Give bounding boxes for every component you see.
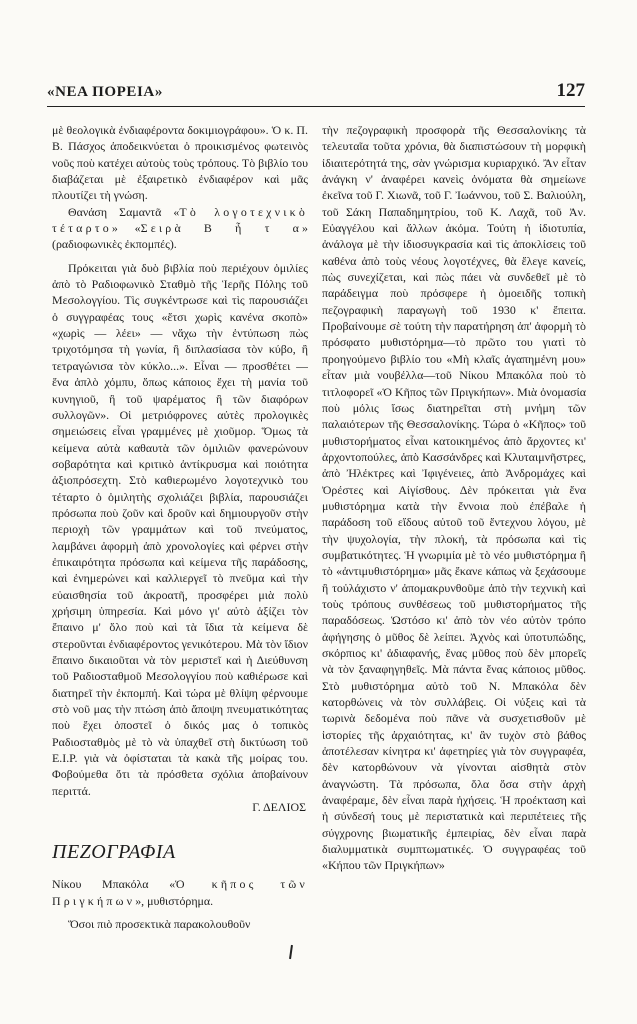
section-heading: ΠΕΖΟΓΡΑΦΙΑ xyxy=(52,841,176,864)
right-column xyxy=(322,122,586,1012)
review2-reference xyxy=(52,876,308,909)
left-paragraph-3: Ὅσοι πιὸ προσεκτικὰ παρακολουθοῦν xyxy=(68,917,251,932)
review2-details: », μυθιστόρημα. xyxy=(135,893,214,908)
right-paragraph-1: τὴν πεζογραφικὴ προσφορὰ τῆς Θεσσαλονίκης τὰ τελευταῖα τοῦτα χρόνια, θὰ διαπιστώσουν τὴ μορφικὴ ἰδιαιτερότητά της, σὰν γνώρισμα κυριαρχικό. Ἂν εἶταν ἀνάγκη ν' ἀναφέρει κανεὶς ὀνόματα θὰ σημείωνε ἐκεῖνα τοῦ Γ. Χιωνᾶ, τοῦ Γ. Ἰωάννου, τοῦ Σ. Βαλιούλη, τοῦ Σάκη Παπαδημητρίου, τοῦ Κ. Λαχᾶ, τοῦ Ἀν. Εὐαγγέλου καὶ ἄλλων ἀκόμα. Τούτη ἡ ἰδιοτυπία, ἀνάλογα μὲ τὴν ἰδιοσυγκρασία καὶ τὶς ἀποκλίσεις τοῦ καθένα ἀπὸ τοὺς νέους λογοτέχνες, θὰ ἔλεγε κανείς, πὼς συνεχίζεται, καὶ πὼς πάει νὰ συνδεθεῖ μὲ τὸ παράδειγμα ποὺ πρόσφερε ἡ ὁμοειδῆς τοπικὴ πεζογραφικὴ παραγωγὴ τοῦ 1930 κ' ἔπειτα. Προβαίνουμε σὲ τούτη τὴν παρατήρηση ἀπ' ἀφορμὴ τὸ πρόσφατο μυθιστόρημα—τὸ πρῶτο του γιατὶ τὸ προηγούμενο βιβλίο του «Μὴ κλαῖς ἀγαπημένη μου» εἶταν μιὰ νουβέλλα—τοῦ Νίκου Μπακόλα ποὺ τὸ τιτλοφορεῖ «Ὁ Κῆπος τῶν Πριγκήπων». Μιὰ ὀνομασία ποὺ μόλις ἴσως διατηρεῖται στὴ μνήμη τῶν παλαιότερων τῆς Θεσσαλονίκης. Τώρα ὁ «Κῆπος» τοῦ μυθιστορήματος εἶναι κατοικημένος ἀπὸ ἄρχοντες κι' ἀρχοντοπούλες, ἀπὸ Κασσάνδρες καὶ Κλυταιμνῆστρες, ἀπὸ Ἠλέκτρες καὶ Ἰφιγένειες, ἀπὸ Ἀνδρομάχες καὶ Ὀρέστες καὶ Αἰγίσθους. Δὲν πρόκειται γιὰ ἕνα μυθιστόρημα κατὰ τὴν ἔννοια ποὺ ἐπέβαλε ἡ παράδοση τοῦ εἴδους αὐτοῦ τοῦ ἔντεχνου λόγου, μὲ τὴν ψυχολογία, τὴν πλοκή, τὰ πρόσωπα καὶ τὶς συμβατικότητες. Ἡ γνωριμία μὲ τὸ νέο μυθιστόρημα ἢ τὸ «ἀντιμυθιστόρημα» μᾶς ἔκανε κάπως νὰ ξεχάσουμε ἢ τοὐλάχιστο ν' ἀπομακρυνθοῦμε ἀπὸ τὴν τεχνικὴ καὶ τοὺς τρόπους συνθέσεως τοῦ μυθιστορήματος τῆς παραδόσεως. Ὡστόσο κι' ἀπὸ τὸν νέο αὐτὸν τρόπο ἀφήγησης ὁ μῦθος δὲ λείπει. Ἀχνὸς καὶ ὑποτυπώδης, σκόρπιος κι' ἀδιαφανής, ἕνας μῦθος ποὺ δὲν μπορεῖς νὰ τὸν ξαναφηγηθεῖς. Μὰ πάντα ἕνας κάποιος μῦθος. Στὸ μυθιστόρημα αὐτὸ τοῦ Ν. Μπακόλα δὲν κατορθώνεις νὰ τὸν συλλάβεις. Οἱ νύξεις καὶ τὰ τωρινὰ δεδομένα ποὺ πᾶνε νὰ συσχετισθοῦν μὲ ἱστορίες τῆς ἀρχαιότητας, κι' ἂν τυχὸν στὸ βάθος ἀποτέλεσαν κίνητρα κι' ἀφετηρίες γιὰ τὸν συγγραφέα, δὲν κατορθώνουν νὰ γίνονται αἰσθητὰ στὸν ἀναγνώστη. Τὰ πρόσωπα, ὅλα ὅσα στὴν ἀρχὴ ἀναφέραμε, δὲν εἶναι παρὰ ἠχήσεις. Ἡ προέκταση καὶ ἡ σύνδεσή τους μὲ περιστατικὰ καὶ περιπέτειες τῆς σύγχρονης βιωματικῆς ἐμπειρίας, δὲν εἶναι παρὰ διαλυμματικὰ συμπτωματικές. Ὁ συγγραφέας τοῦ «Κήπου τῶν Πριγκήπων» xyxy=(322,123,586,873)
review-book-title: Τὸ λογοτεχνικὸ τέταρτο xyxy=(52,204,308,236)
review2-book-title: Ὁ κῆπος τῶν Πριγκήπων xyxy=(52,877,308,908)
review-series: Σειρὰ Β ἦ τ α xyxy=(140,221,303,236)
left-column xyxy=(52,122,308,1012)
review-reference xyxy=(52,204,308,253)
review-separator: » « xyxy=(111,221,141,236)
page-number: 127 xyxy=(556,80,585,101)
running-header xyxy=(47,80,585,107)
review-details: » (ραδιοφωνικὲς ἐκπομπές). xyxy=(52,221,308,252)
review2-author: Νίκου Μπακόλα « xyxy=(52,877,176,892)
left-paragraph-1: μὲ θεολογικὰ ἐνδιαφέροντα δοκιμιογράφου». Ὁ κ. Π. Β. Πάσχος ἀποδεικνύεται ὁ προικισμένος φωτεινὸς νοῦς ποὺ κατέχει αὐτοὺς τοὺς τρόπους. Τὸ βιβλίο του διαβάζεται μὲ ἐξαιρετικὸ ἐνδιαφέρον καὶ μᾶς πλουτίζει τὴ γνώση. xyxy=(52,123,308,203)
left-paragraph-2: Πρόκειται γιὰ δυὸ βιβλία ποὺ περιέχουν ὁμιλίες ἀπὸ τὸ Ραδιοφωνικὸ Σταθμὸ τῆς Ἱερῆς Πόλης τοῦ Μεσολογγίου. Τὶς συγκέντρωσε καὶ τὶς παρουσιάζει ὁ συγγραφέας τους «ἔτσι χωρὶς κανένα σκοπὸ» «χωρὶς — λέει» — νἄχω τὴν ἐντύπωση πὼς τριχοτόμησα τὴ γωνία, ἢ διπλασίασα τὸν κύβο, ἢ τετραγώνισα τὸν κύκλο...». Εἶναι — προσθέτει — ἕνα ἁπλὸ χόμπυ, ὅπως κάποιος ἔχει τὴ μανία τοῦ κυνηγιοῦ, ἢ τοῦ ψαρέματος ἢ τῶν διαφόρων συλλογῶν». Οἱ μετριόφρονες αὐτὲς προλογικὲς σημειώσεις εἶναι γραμμένες μὲ χιοῦμορ. Ὅμως τὰ κείμενα αὐτὰ καθαυτὰ τῶν ὁμιλιῶν φανερώνουν σοβαρότητα καὶ κριτικὸ ἀντίκρυσμα καὶ ποιότητα ἀξιοπρόσεχτη. Στὸ καθιερωμένο λογοτεχνικὸ του τέταρτο ὁ ὁμιλητὴς σχολιάζει βιβλία, παρουσιάζει πρόσωπα ποὺ ζοῦν καὶ δροῦν καὶ δημιουργοῦν στὴν περιοχὴ τῶν γραμμάτων καὶ τοῦ πνεύματος, λαμβάνει ἀφορμὴ ἀπὸ χρονολογίες καὶ φέρνει στὴν ἐπικαιρότητα πρόσωπα καὶ κείμενα τῆς παράδοσης, καὶ ἐνημερώνει καὶ καλλιεργεῖ τὸ πνεῦμα καὶ τὴν εὐαισθησία τοῦ ἀκροατῆ, προσφέρει μιὰ πολὺ χρήσιμη ὑπηρεσία. Καὶ μόνο γι' αὐτὸ ἀξίζει τὸν ἔπαινο μ' ὅλο ποὺ καὶ τὰ ἴδια τὰ κείμενα δὲ στεροῦνται ἐνδιαφέροντος γενικότερου. Μὰ τὸν ἴδιον ἔπαινο δικαιοῦται νὰ τὸν μεριστεῖ καὶ ἡ Διεύθυνση τοῦ Ραδιοσταθμοῦ Μεσολογγίου ποὺ καθιέρωσε καὶ διατηρεῖ τὴν ἐκπομπή. Καὶ τώρα μὲ θλίψη φέρνουμε στὸ νοῦ μας τὴν πτώση ἀπὸ ἄποψη πνευματικότητας ποὺ ἔχει ὁποστεῖ ὁ δικός μας ὁ τοπικὸς Ραδιοσταθμὸς μὲ τὸ νὰ ὑπαχθεῖ στὴ δικτύωση τοῦ Ε.Ι.Ρ. γιὰ νὰ ὀφίσταται τὰ κακὰ τῆς μοίρας του. Φοβούμεθα ὅτι τὰ πρόσθετα σχόλια ἀποβαίνουν περιττά. xyxy=(52,260,308,798)
journal-title: «ΝΕΑ ΠΟΡΕΙΑ» xyxy=(47,84,163,100)
review-author: Θανάση Σαμαντᾶ « xyxy=(68,204,180,219)
author-signature: Γ. ΔΕΛΙΟΣ xyxy=(252,800,306,815)
